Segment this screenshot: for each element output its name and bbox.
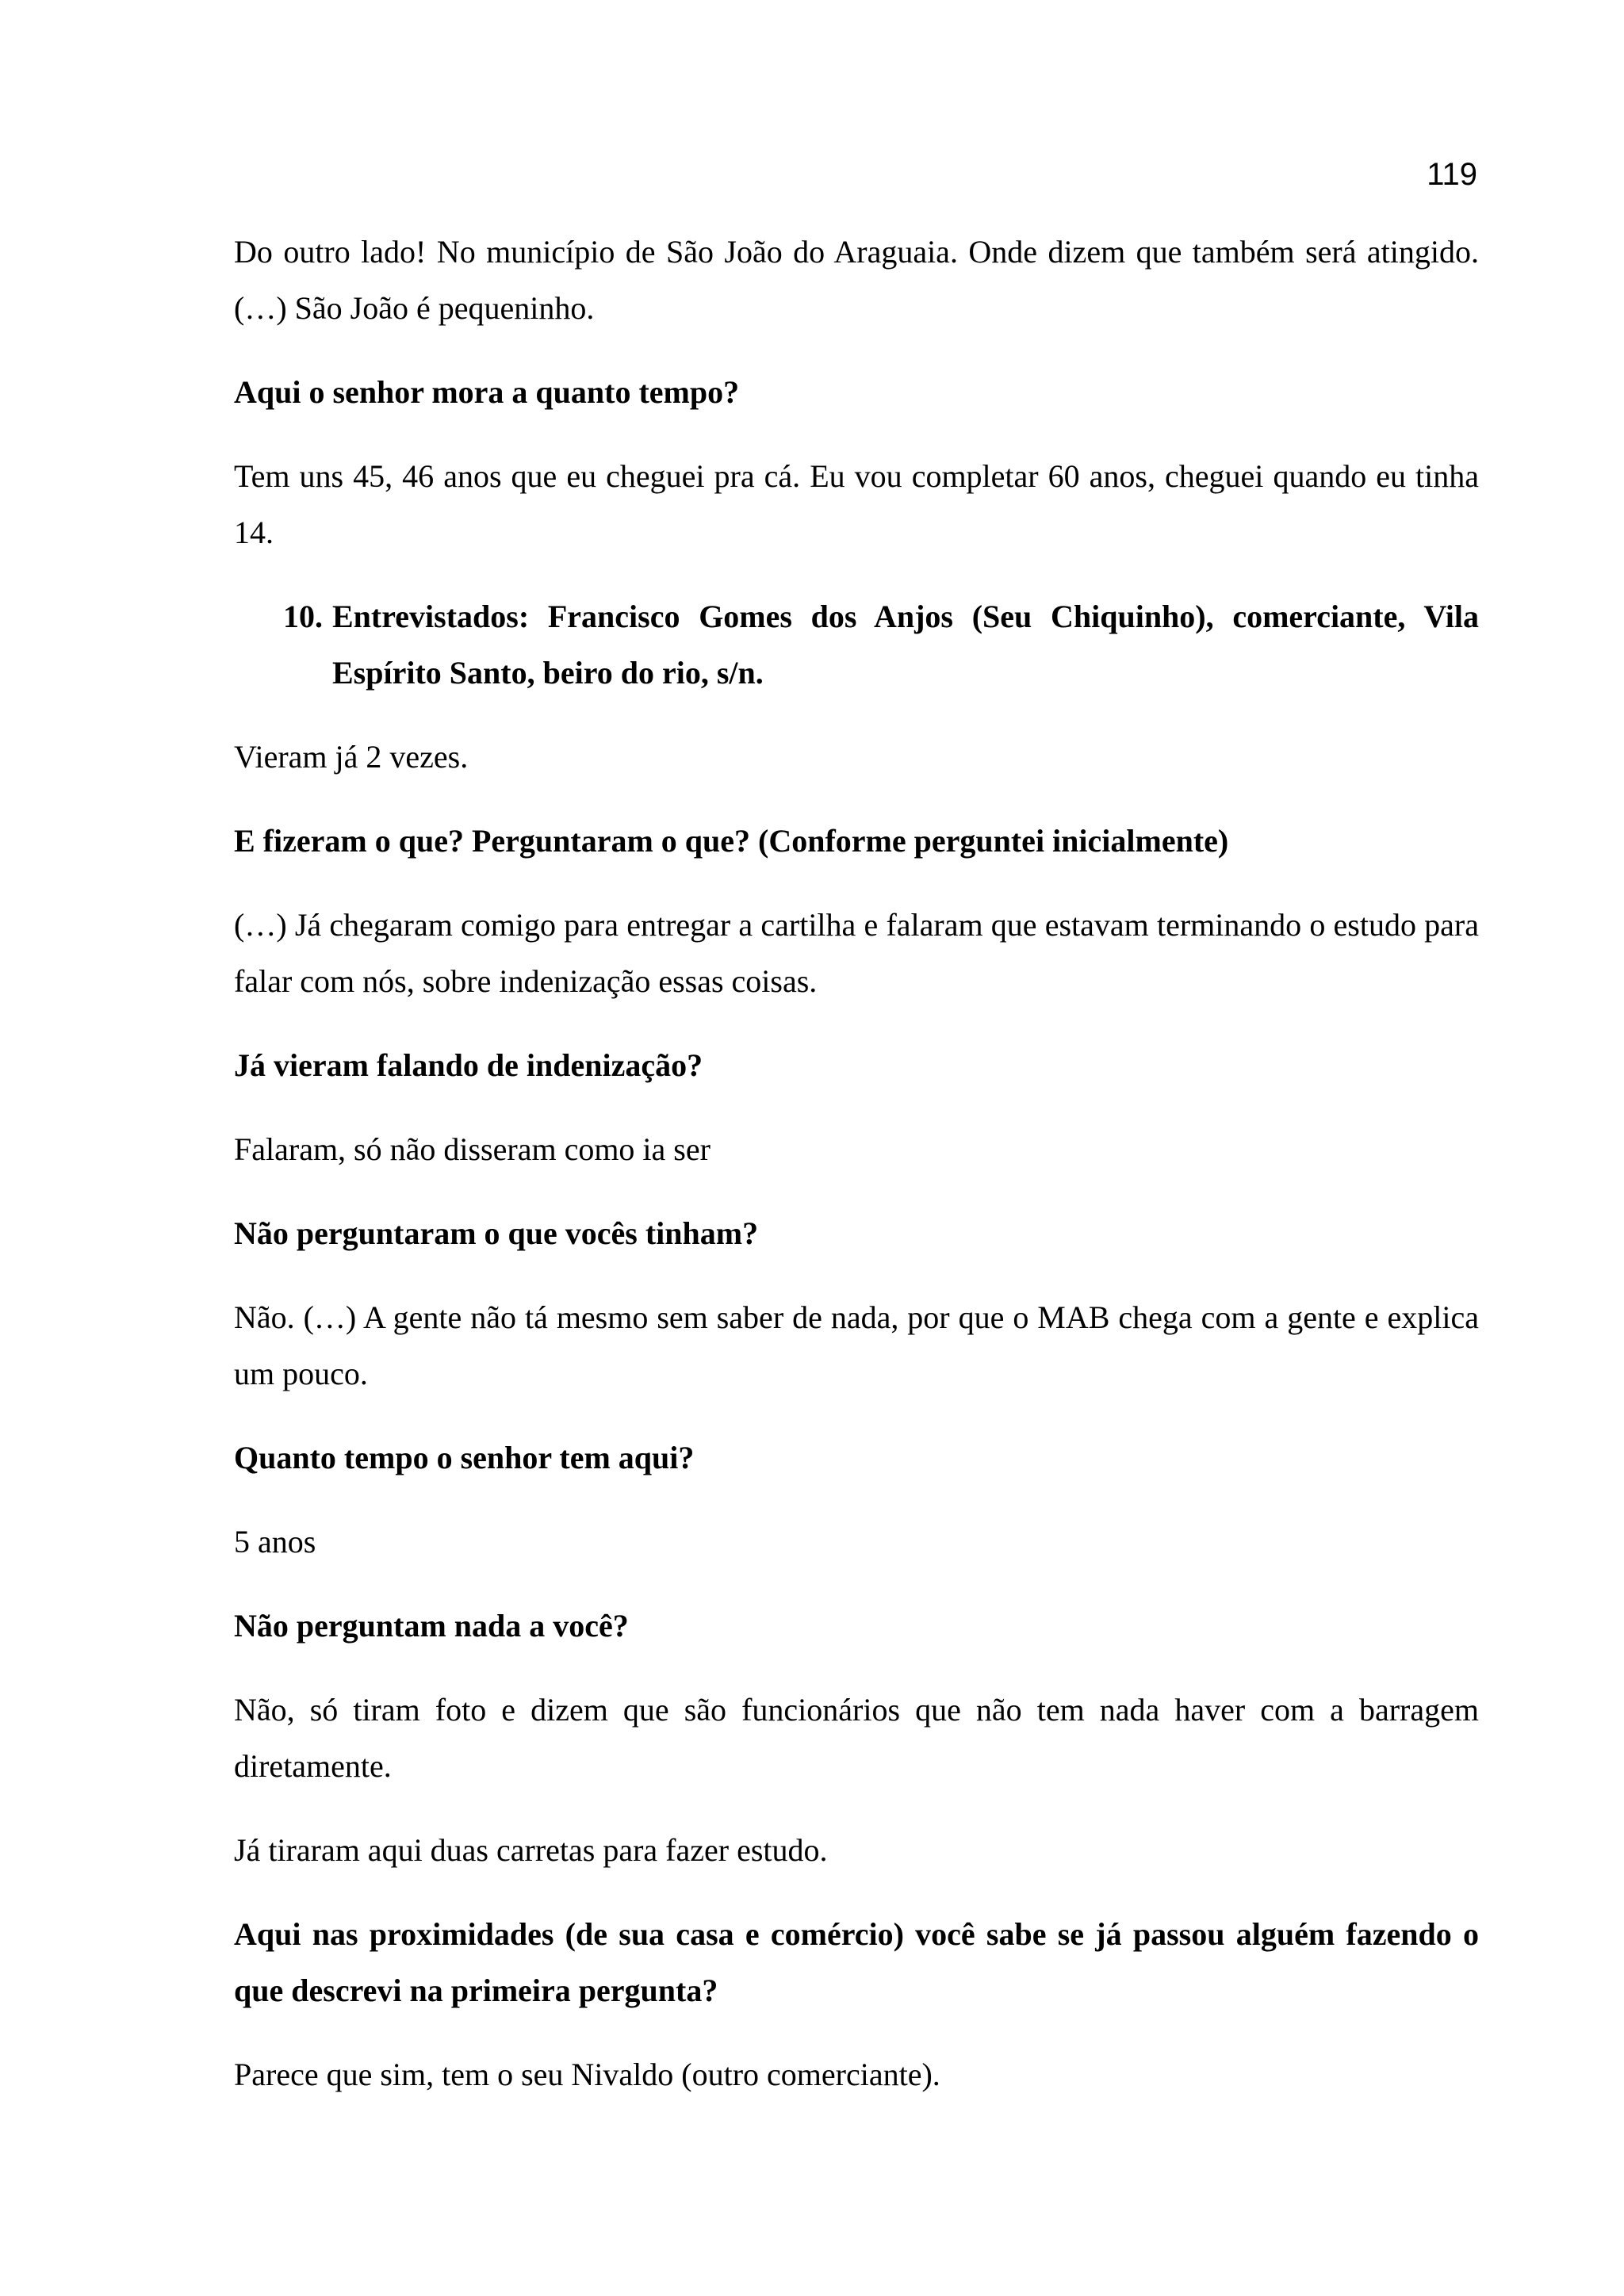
answer-paragraph: Não, só tiram foto e dizem que são funcionários que não tem nada haver com a barragem diretamente.	[234, 1692, 1479, 1784]
question-paragraph: Aqui o senhor mora a quanto tempo?	[234, 374, 740, 410]
answer-paragraph: Já tiraram aqui duas carretas para fazer estudo.	[234, 1832, 828, 1868]
heading-number: 10.	[283, 599, 323, 634]
interviewee-heading	[234, 588, 1479, 701]
answer-paragraph: Vieram já 2 vezes.	[234, 739, 469, 775]
answer-paragraph: Do outro lado! No município de São João do Araguaia. Onde dizem que também será atingido. (…) São João é pequeninho.	[234, 234, 1479, 326]
answer-paragraph: Tem uns 45, 46 anos que eu cheguei pra cá. Eu vou completar 60 anos, cheguei quando eu tinha 14.	[234, 458, 1479, 550]
question-paragraph: Não perguntam nada a você?	[234, 1608, 629, 1644]
question-paragraph: E fizeram o que? Perguntaram o que? (Conforme perguntei inicialmente)	[234, 823, 1229, 859]
answer-paragraph: 5 anos	[234, 1524, 316, 1559]
question-paragraph: Não perguntaram o que vocês tinham?	[234, 1215, 759, 1251]
page-number: 119	[1427, 157, 1477, 192]
heading-text: Entrevistados: Francisco Gomes dos Anjos (Seu Chiquinho), comerciante, Vila Espírito Santo, beiro do rio, s/n.	[332, 599, 1479, 691]
answer-paragraph: Parece que sim, tem o seu Nivaldo (outro comerciante).	[234, 2057, 940, 2092]
answer-paragraph: Não. (…) A gente não tá mesmo sem saber de nada, por que o MAB chega com a gente e explica um pouco.	[234, 1299, 1479, 1391]
question-paragraph: Aqui nas proximidades (de sua casa e comércio) você sabe se já passou alguém fazendo o que descrevi na primeira pergunta?	[234, 1916, 1479, 2008]
document-body	[234, 224, 1479, 2130]
answer-paragraph: Falaram, só não disseram como ia ser	[234, 1131, 710, 1167]
question-paragraph: Já vieram falando de indenização?	[234, 1047, 703, 1083]
answer-paragraph: (…) Já chegaram comigo para entregar a cartilha e falaram que estavam terminando o estudo para falar com nós, sobre indenização essas coisas.	[234, 907, 1479, 999]
question-paragraph: Quanto tempo o senhor tem aqui?	[234, 1440, 695, 1475]
